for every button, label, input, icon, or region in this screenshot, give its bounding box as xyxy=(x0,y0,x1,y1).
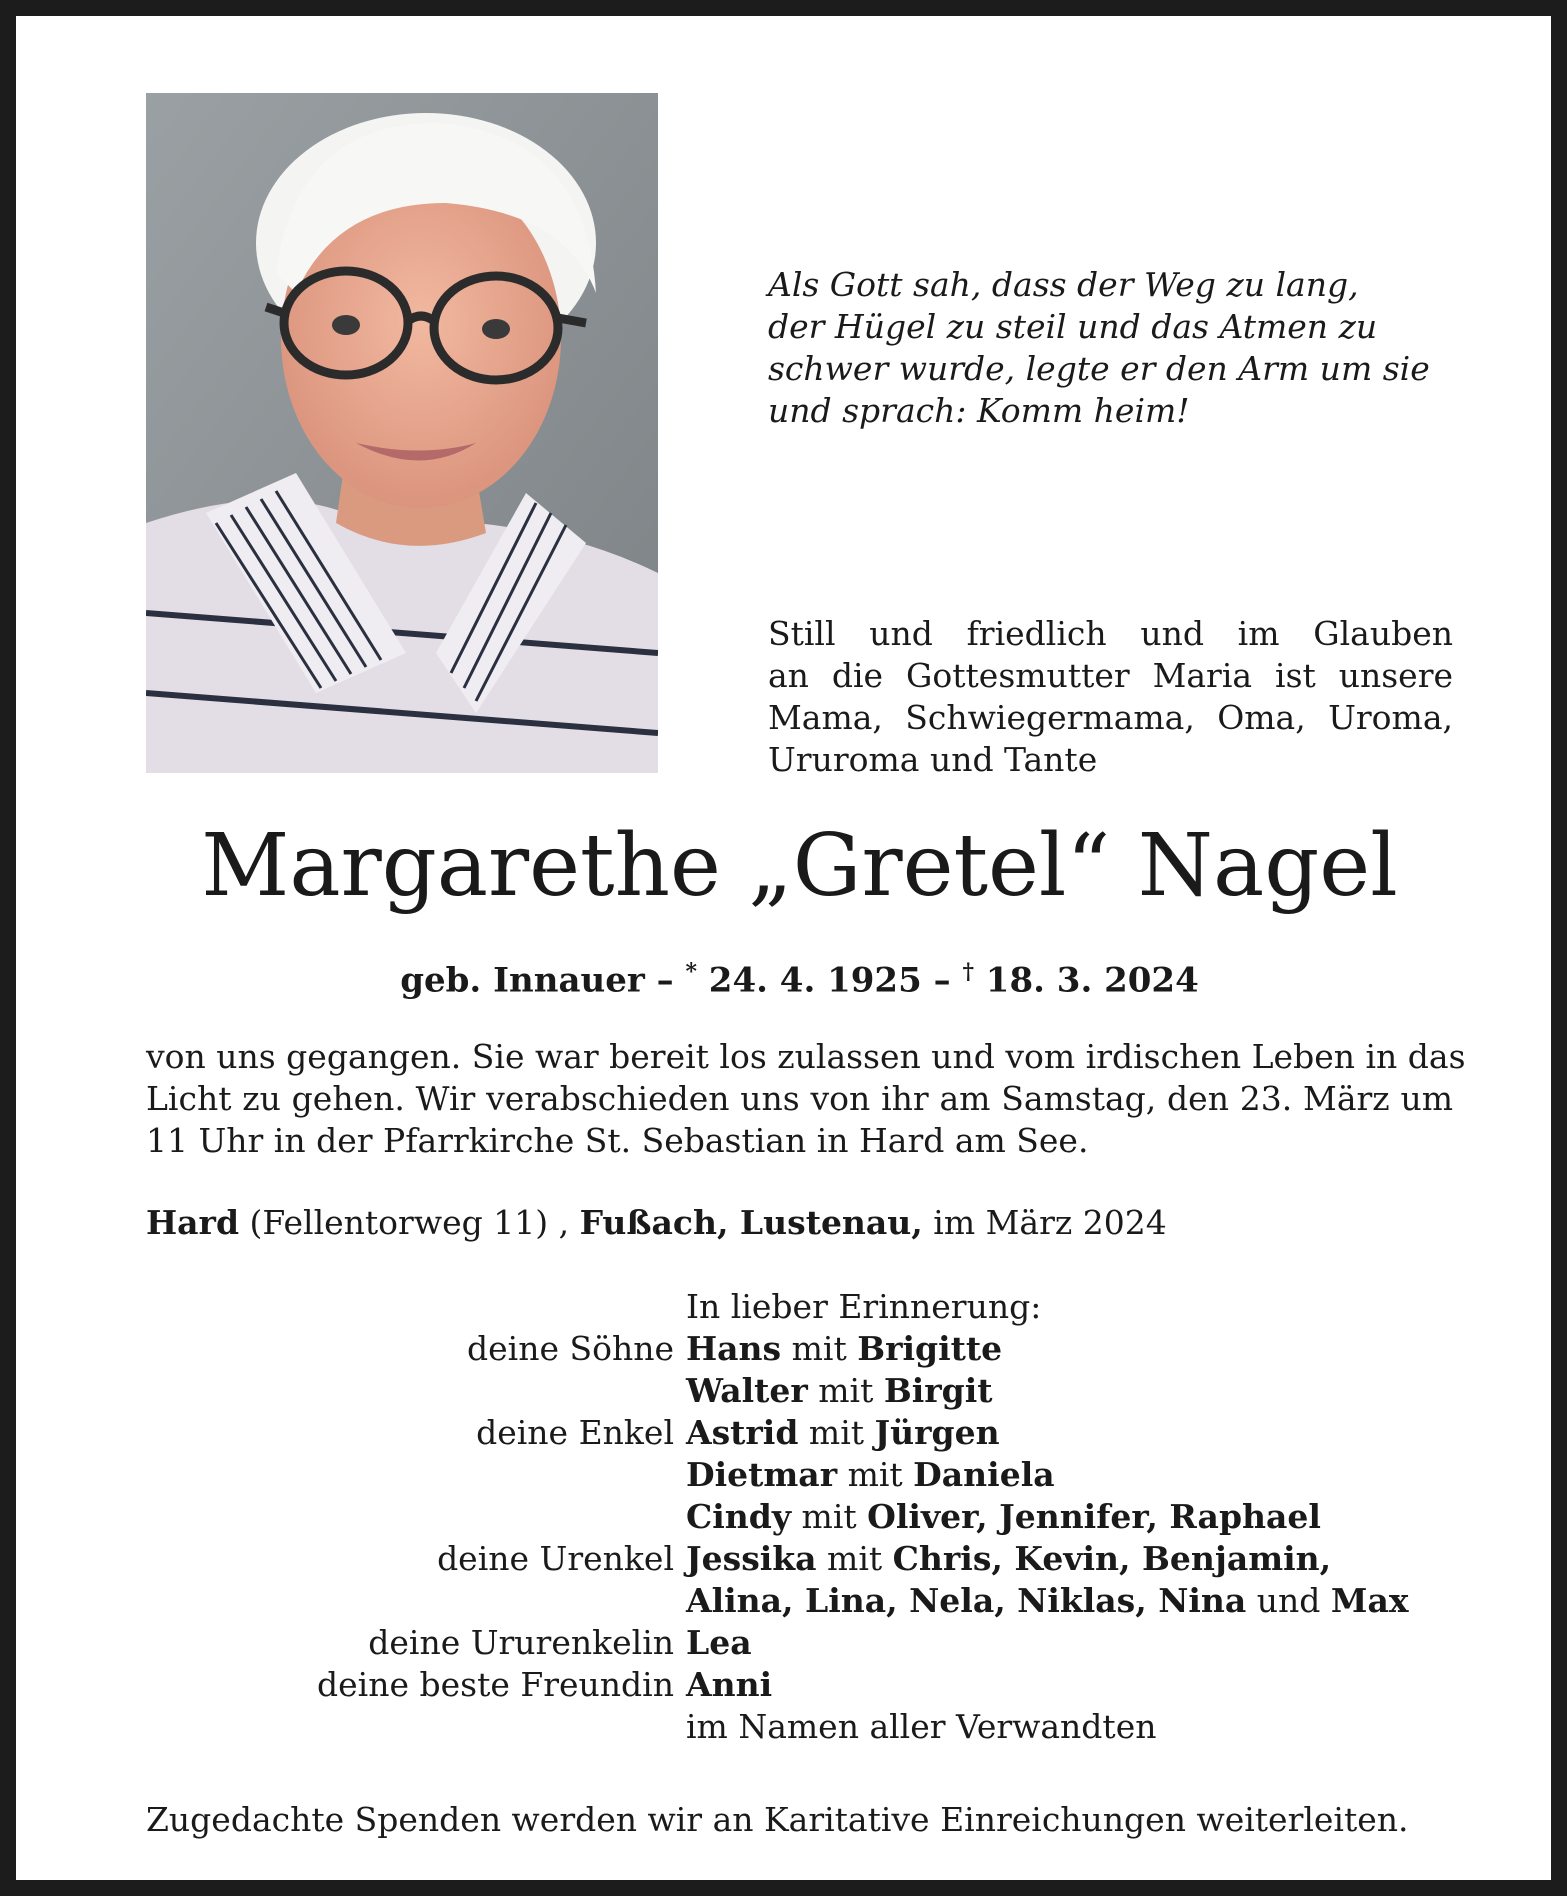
mourner-names xyxy=(686,1664,772,1706)
mourner-name: Anni xyxy=(686,1665,773,1704)
mourner-name: Max xyxy=(1330,1581,1409,1620)
portrait-photo xyxy=(146,93,658,773)
birth-symbol: * xyxy=(685,959,697,985)
mourner-names xyxy=(686,1580,1409,1622)
intro-line: Still und friedlich und im Glauben xyxy=(768,614,1453,653)
quote-line: der Hügel zu steil und das Atmen zu xyxy=(768,307,1378,346)
mourner-relation xyxy=(146,1496,686,1538)
mourner-connector: mit xyxy=(781,1329,858,1368)
mourner-connector: im Namen aller Verwandten xyxy=(686,1707,1157,1746)
announcement-text xyxy=(146,1036,1466,1162)
mourner-name: Oliver, Jennifer, Raphael xyxy=(867,1497,1321,1536)
mourner-name: Alina, Lina, Nela, Niklas, Nina xyxy=(686,1581,1247,1620)
mourner-row xyxy=(146,1454,1453,1496)
mourner-relation: deine Enkel xyxy=(476,1413,674,1452)
mourner-name: Jürgen xyxy=(874,1413,1000,1452)
maiden-name: geb. Innauer xyxy=(400,960,645,1001)
intro-text xyxy=(768,613,1453,781)
mourner-names xyxy=(686,1538,1331,1580)
mourners-heading: In lieber Erinnerung: xyxy=(686,1287,1042,1326)
mourner-row xyxy=(146,1412,1453,1454)
mourner-connector: mit xyxy=(816,1539,893,1578)
mourner-name: Chris, Kevin, Benjamin, xyxy=(892,1539,1332,1578)
intro-line: an die Gottesmutter Maria ist unsere xyxy=(768,656,1453,695)
mourner-name: Lea xyxy=(686,1623,752,1662)
mourner-names xyxy=(686,1706,1156,1748)
mourner-relation: deine Urenkel xyxy=(437,1539,674,1578)
quote-poem xyxy=(768,264,1428,432)
mourner-relation: deine Ururenkelin xyxy=(368,1623,674,1662)
separator: – xyxy=(921,960,963,1001)
intro-line: Mama, Schwiegermama, Oma, Uroma, xyxy=(768,698,1453,737)
mourner-name: Hans xyxy=(686,1329,782,1368)
mourner-name: Jessika xyxy=(686,1539,817,1578)
place-date: im März 2024 xyxy=(933,1203,1167,1242)
mourner-name: Daniela xyxy=(913,1455,1055,1494)
mourner-relation: deine Söhne xyxy=(467,1329,674,1368)
portrait-image xyxy=(146,93,658,773)
mourners-heading-row xyxy=(146,1286,1453,1328)
mourner-row xyxy=(146,1664,1453,1706)
mourner-name: Birgit xyxy=(883,1371,993,1410)
place-towns: Fußach, Lustenau, xyxy=(579,1203,923,1242)
mourner-connector: mit xyxy=(798,1413,875,1452)
life-dates xyxy=(16,950,1567,1002)
mourner-row xyxy=(146,1538,1453,1580)
mourner-names xyxy=(686,1496,1321,1538)
mourner-name: Brigitte xyxy=(857,1329,1003,1368)
donation-note: Zugedachte Spenden werden wir an Karitative Einreichungen weiterleiten. xyxy=(146,1800,1409,1839)
mourner-connector: und xyxy=(1246,1581,1331,1620)
mourner-relation: deine beste Freundin xyxy=(317,1665,674,1704)
mourner-connector: mit xyxy=(807,1371,884,1410)
body-line: Licht zu gehen. Wir verabschieden uns von ihr am Samstag, den 23. März um xyxy=(146,1079,1453,1118)
place-address: (Fellentorweg 11) , xyxy=(249,1203,570,1242)
deceased-name: Margarethe „Gretel“ Nagel xyxy=(201,816,1398,916)
mourner-relation xyxy=(146,1370,686,1412)
place-town: Hard xyxy=(146,1203,240,1242)
mourner-names xyxy=(686,1412,1000,1454)
mourner-names xyxy=(686,1328,1002,1370)
death-date: 18. 3. 2024 xyxy=(985,960,1199,1001)
mourner-names xyxy=(686,1454,1055,1496)
mourner-row xyxy=(146,1706,1453,1748)
quote-line: schwer wurde, legte er den Arm um sie xyxy=(768,349,1430,388)
mourner-rows xyxy=(146,1328,1453,1748)
mourner-name: Walter xyxy=(686,1371,808,1410)
mourner-connector: mit xyxy=(791,1497,868,1536)
mourner-row xyxy=(146,1622,1453,1664)
intro-line: Ururoma und Tante xyxy=(768,740,1098,779)
mourner-row xyxy=(146,1328,1453,1370)
mourner-row xyxy=(146,1496,1453,1538)
mourner-names xyxy=(686,1370,993,1412)
mourner-names xyxy=(686,1622,752,1664)
separator: – xyxy=(644,960,686,1001)
quote-line: und sprach: Komm heim! xyxy=(768,391,1190,430)
body-line: 11 Uhr in der Pfarrkirche St. Sebastian in Hard am See. xyxy=(146,1121,1089,1160)
mourner-row xyxy=(146,1370,1453,1412)
death-symbol: † xyxy=(962,959,974,985)
quote-line: Als Gott sah, dass der Weg zu lang, xyxy=(768,265,1359,304)
mourner-name: Cindy xyxy=(686,1497,792,1536)
mourner-relation xyxy=(146,1454,686,1496)
mourner-relation xyxy=(146,1706,686,1748)
mourners-list xyxy=(146,1286,1453,1748)
place-and-date xyxy=(146,1202,1167,1244)
birth-date: 24. 4. 1925 xyxy=(708,960,922,1001)
mourner-name: Dietmar xyxy=(686,1455,838,1494)
mourner-row xyxy=(146,1580,1453,1622)
mourner-relation xyxy=(146,1580,686,1622)
mourner-connector: mit xyxy=(837,1455,914,1494)
body-line: von uns gegangen. Sie war bereit los zulassen und vom irdischen Leben in das xyxy=(146,1037,1466,1076)
mourner-name: Astrid xyxy=(686,1413,799,1452)
